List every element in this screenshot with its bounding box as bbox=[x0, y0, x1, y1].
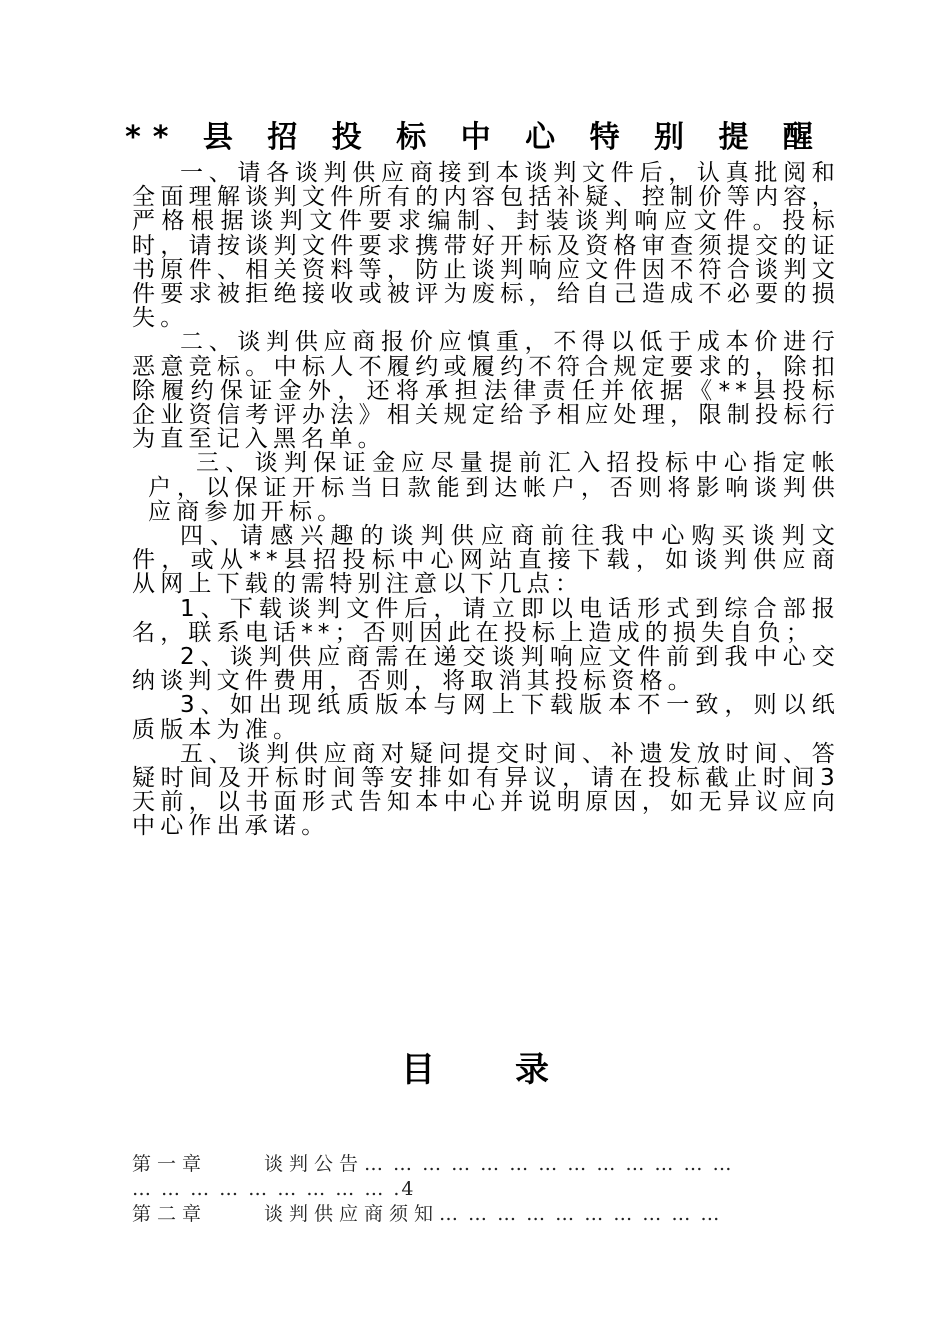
toc-entry-1-continued bbox=[132, 1177, 832, 1202]
notice-paragraph-1: 一、请各谈判供应商接到本谈判文件后，认真批阅和全面理解谈判文件所有的内容包括补疑、控制价等内容，严格根据谈判文件要求编制、封装谈判响应文件。投标时，请按谈判文件要求携带好开标及资格审查须提交的证书原件、相关资料等，防止谈判响应文件因不符合谈判文件要求被拒绝接收或被评为废标，给自己造成不必要的损失。 bbox=[132, 160, 840, 332]
toc-entry-1[interactable] bbox=[132, 1152, 832, 1177]
toc-chapter-number: 第二章 bbox=[132, 1203, 208, 1225]
toc-entry-2[interactable] bbox=[132, 1202, 832, 1227]
notice-paragraph-4: 四、请感兴趣的谈判供应商前往我中心购买谈判文件，或从**县招投标中心网站直接下载，如谈判供应商从网上下载的需特别注意以下几点： bbox=[132, 523, 840, 598]
notice-paragraph-5: 五、谈判供应商对疑问提交时间、补遗发放时间、答疑时间及开标时间等安排如有异议，请在投标截止时间3天前，以书面形式告知本中心并说明原因，如无异议应向中心作出承诺。 bbox=[132, 740, 840, 840]
toc-title-left: 目 bbox=[401, 1050, 435, 1090]
notice-paragraph-3: 三、谈判保证金应尽量提前汇入招投标中心指定帐户，以保证开标当日款能到达帐户，否则将影响谈判供应商参加开标。 bbox=[148, 450, 840, 525]
toc-leader-dots: … … … … … … … … … … bbox=[439, 1203, 722, 1225]
toc-title-right: 录 bbox=[515, 1050, 549, 1090]
notice-body bbox=[132, 161, 840, 839]
toc-chapter-name: 谈判供应商须知 bbox=[264, 1203, 440, 1225]
toc-chapter-name: 谈判公告 bbox=[264, 1153, 365, 1175]
notice-subitem-2: 2、谈判供应商需在递交谈判响应文件前到我中心交纳谈判文件费用，否则，将取消其投标资格。 bbox=[132, 644, 840, 695]
toc-leader-dots: … … … … … … … … … … … … … bbox=[364, 1153, 734, 1175]
notice-subitem-3: 3、如出现纸质版本与网上下载版本不一致，则以纸质版本为准。 bbox=[132, 692, 840, 743]
notice-subitem-1: 1、下载谈判文件后，请立即以电话形式到综合部报名，联系电话**；否则因此在投标上造成的损失自负； bbox=[132, 595, 840, 646]
notice-paragraph-2: 二、谈判供应商报价应慎重，不得以低于成本价进行恶意竞标。中标人不履约或履约不符合规定要求的，除扣除履约保证金外，还将承担法律责任并依据《**县投标企业资信考评办法》相关规定给予相应处理，限制投标行为直至记入黑名单。 bbox=[132, 329, 840, 453]
toc-title bbox=[0, 1048, 950, 1092]
table-of-contents bbox=[132, 1152, 832, 1227]
toc-page-number: 4 bbox=[401, 1178, 420, 1200]
toc-chapter-number: 第一章 bbox=[132, 1153, 208, 1175]
notice-title: ** 县 招 投 标 中 心 特 别 提 醒 bbox=[125, 120, 825, 155]
toc-leader-dots: … … … … … … … … … . bbox=[132, 1178, 402, 1200]
